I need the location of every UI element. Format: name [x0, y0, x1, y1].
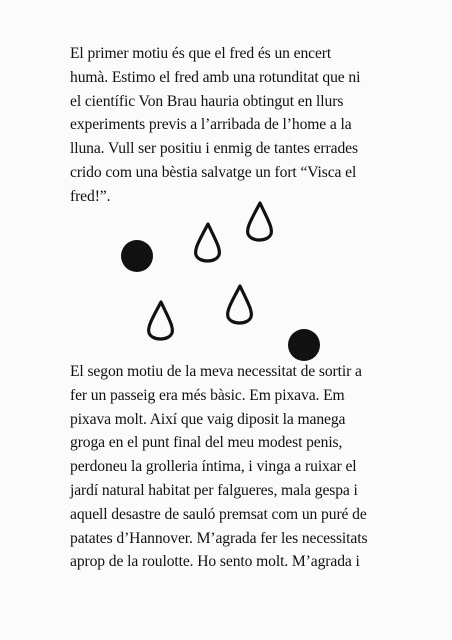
text-line: experiments previs a l’arribada de l’home a la	[70, 116, 352, 134]
text-line: fer un passeig era més bàsic. Em pixava. Em	[70, 386, 345, 404]
text-line: jardí natural habitat per falgueres, mala gespa i	[70, 481, 358, 499]
text-line: fred!”.	[70, 187, 111, 205]
paragraph-second-reason	[70, 360, 396, 574]
drop-outline	[149, 302, 173, 339]
text-line: humà. Estimo el fred amb una rotunditat que ni	[70, 68, 361, 86]
text-line: lluna. Vull ser positiu i enmig de tantes errades	[70, 140, 358, 158]
filled-circle	[121, 240, 153, 272]
text-line: groga en el punt final del meu modest penis,	[70, 434, 343, 452]
drop-outline	[228, 286, 252, 323]
drop-outline	[196, 224, 220, 261]
filled-circle	[288, 329, 320, 361]
text-line: El segon motiu de la meva necessitat de sortir a	[70, 363, 362, 380]
text-line: patates d’Hannover. M’agrada fer les necessitats	[70, 529, 368, 547]
text-line: El primer motiu és que el fred és un encert	[70, 45, 332, 62]
text-line: perdoneu la grolleria íntima, i vinga a ruixar el	[70, 458, 357, 476]
paragraph-first-reason	[70, 42, 396, 209]
text-line: aquell desastre de sauló premsat com un puré de	[70, 505, 367, 523]
text-line: el científic Von Brau hauria obtingut en llurs	[70, 92, 344, 110]
text-line: crido com una bèstia salvatge un fort “Visca el	[70, 163, 357, 181]
text-line: pixava molt. Així que vaig diposit la manega	[70, 410, 346, 428]
text-line: aprop de la roulotte. Ho sento molt. M’agrada i	[70, 553, 360, 571]
